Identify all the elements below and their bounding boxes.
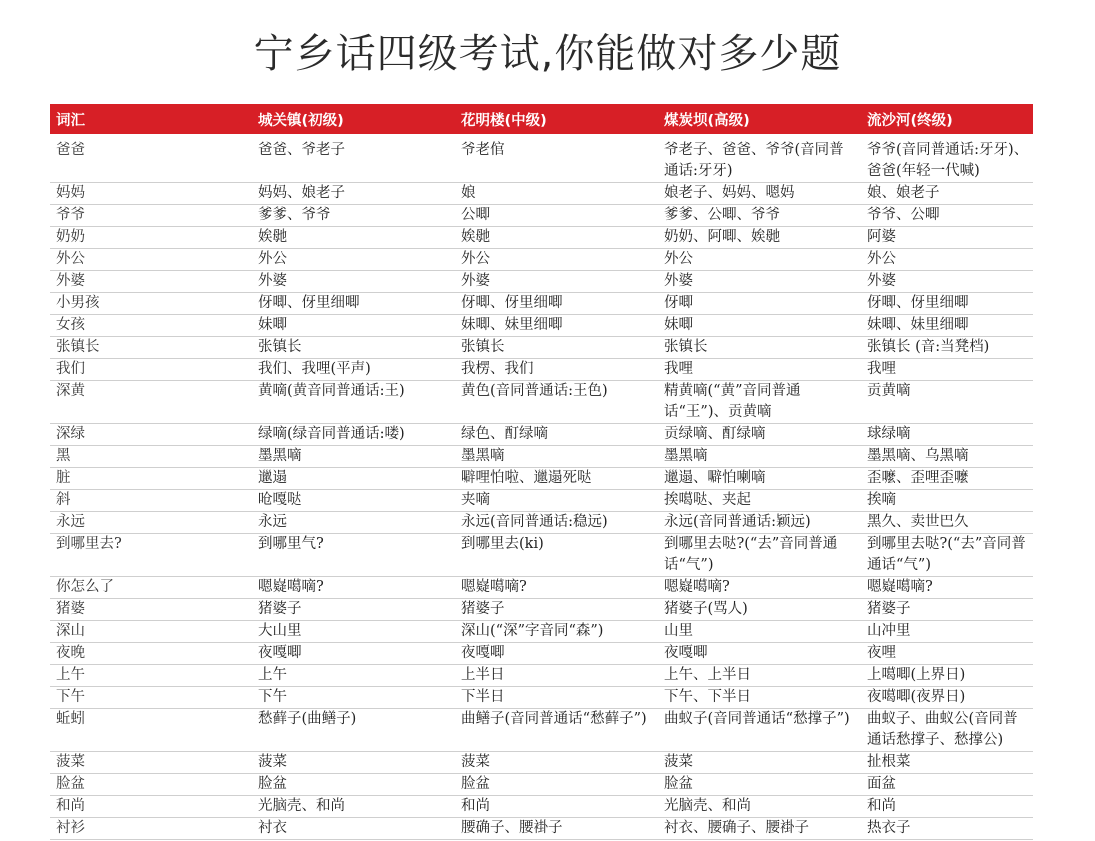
- cell-vocabulary: 蚯蚓: [50, 709, 252, 752]
- cell-vocabulary: 夜晚: [50, 643, 252, 665]
- cell-huaminglou: 上半日: [455, 665, 658, 687]
- cell-huaminglou: 我楞、我们: [455, 359, 658, 381]
- cell-meitanba: 爹爹、公唧、爷爷: [658, 205, 861, 227]
- cell-chengguanzhen: 妹唧: [252, 315, 455, 337]
- table-row: [50, 381, 1033, 424]
- cell-chengguanzhen: 嗯嶷噶嘀?: [252, 577, 455, 599]
- table-row: [50, 359, 1033, 381]
- table-row: [50, 293, 1033, 315]
- cell-meitanba: 贡绿嘀、酊绿嘀: [658, 424, 861, 446]
- table-row: [50, 315, 1033, 337]
- cell-vocabulary: 菠菜: [50, 752, 252, 774]
- cell-liushahe: 我哩: [861, 359, 1033, 381]
- cell-huaminglou: 深山(“深”字音同“森”): [455, 621, 658, 643]
- cell-liushahe: 和尚: [861, 796, 1033, 818]
- cell-chengguanzhen: 夜嘎唧: [252, 643, 455, 665]
- cell-huaminglou: 黄色(音同普通话:王色): [455, 381, 658, 424]
- cell-vocabulary: 爸爸: [50, 134, 252, 183]
- cell-liushahe: 上噶唧(上界日): [861, 665, 1033, 687]
- table-row: [50, 621, 1033, 643]
- cell-chengguanzhen: 邋遢: [252, 468, 455, 490]
- cell-meitanba: 我哩: [658, 359, 861, 381]
- cell-chengguanzhen: 猪婆子: [252, 599, 455, 621]
- cell-vocabulary: 外公: [50, 249, 252, 271]
- cell-liushahe: 嗯嶷噶嘀?: [861, 577, 1033, 599]
- cell-huaminglou: 菠菜: [455, 752, 658, 774]
- cell-meitanba: 奶奶、阿唧、娭毑: [658, 227, 861, 249]
- table-row: [50, 818, 1033, 840]
- cell-liushahe: 球绿嘀: [861, 424, 1033, 446]
- cell-liushahe: 贡黄嘀: [861, 381, 1033, 424]
- cell-meitanba: 下午、下半日: [658, 687, 861, 709]
- table-row: [50, 665, 1033, 687]
- cell-meitanba: 外婆: [658, 271, 861, 293]
- table-row: [50, 490, 1033, 512]
- cell-chengguanzhen: 娭毑: [252, 227, 455, 249]
- cell-liushahe: 伢唧、伢里细唧: [861, 293, 1033, 315]
- cell-liushahe: 张镇长 (音:当凳档): [861, 337, 1033, 359]
- cell-liushahe: 妹唧、妹里细唧: [861, 315, 1033, 337]
- cell-meitanba: 脸盆: [658, 774, 861, 796]
- page-title: 宁乡话四级考试,你能做对多少题: [253, 31, 842, 77]
- cell-chengguanzhen: 爸爸、爷老子: [252, 134, 455, 183]
- cell-vocabulary: 深黄: [50, 381, 252, 424]
- table-row: [50, 643, 1033, 665]
- cell-chengguanzhen: 到哪里气?: [252, 534, 455, 577]
- table-row: [50, 468, 1033, 490]
- cell-meitanba: 张镇长: [658, 337, 861, 359]
- cell-vocabulary: 上午: [50, 665, 252, 687]
- table-row: [50, 577, 1033, 599]
- cell-vocabulary: 妈妈: [50, 183, 252, 205]
- cell-vocabulary: 到哪里去?: [50, 534, 252, 577]
- cell-meitanba: 爷老子、爸爸、爷爷(音同普通话:牙牙): [658, 134, 861, 183]
- cell-liushahe: 墨黑嘀、乌黑嘀: [861, 446, 1033, 468]
- cell-liushahe: 阿婆: [861, 227, 1033, 249]
- table-row: [50, 337, 1033, 359]
- cell-chengguanzhen: 黄嘀(黄音同普通话:王): [252, 381, 455, 424]
- cell-liushahe: 爷爷、公唧: [861, 205, 1033, 227]
- cell-vocabulary: 女孩: [50, 315, 252, 337]
- cell-meitanba: 光脑壳、和尚: [658, 796, 861, 818]
- cell-vocabulary: 奶奶: [50, 227, 252, 249]
- cell-chengguanzhen: 外婆: [252, 271, 455, 293]
- cell-huaminglou: 嗯嶷噶嘀?: [455, 577, 658, 599]
- cell-vocabulary: 和尚: [50, 796, 252, 818]
- cell-vocabulary: 黑: [50, 446, 252, 468]
- table-row: [50, 271, 1033, 293]
- cell-huaminglou: 张镇长: [455, 337, 658, 359]
- cell-meitanba: 上午、上半日: [658, 665, 861, 687]
- cell-meitanba: 永远(音同普通话:颖远): [658, 512, 861, 534]
- cell-meitanba: 山里: [658, 621, 861, 643]
- table-row: [50, 446, 1033, 468]
- cell-huaminglou: 绿色、酊绿嘀: [455, 424, 658, 446]
- table-row: [50, 249, 1033, 271]
- table-body: [50, 134, 1033, 840]
- cell-meitanba: 曲蚁子(音同普通话“愁撑子”): [658, 709, 861, 752]
- table-row: [50, 134, 1033, 183]
- cell-liushahe: 热衣子: [861, 818, 1033, 840]
- cell-huaminglou: 脸盆: [455, 774, 658, 796]
- cell-meitanba: 猪婆子(骂人): [658, 599, 861, 621]
- cell-meitanba: 邋遢、噼怕喇嘀: [658, 468, 861, 490]
- cell-vocabulary: 永远: [50, 512, 252, 534]
- cell-vocabulary: 脸盆: [50, 774, 252, 796]
- cell-vocabulary: 脏: [50, 468, 252, 490]
- cell-huaminglou: 夹嘀: [455, 490, 658, 512]
- cell-huaminglou: 噼哩怕啦、邋遢死哒: [455, 468, 658, 490]
- cell-chengguanzhen: 外公: [252, 249, 455, 271]
- cell-huaminglou: 永远(音同普通话:稳远): [455, 512, 658, 534]
- table-row: [50, 512, 1033, 534]
- cell-huaminglou: 外公: [455, 249, 658, 271]
- cell-liushahe: 黑久、卖世巴久: [861, 512, 1033, 534]
- cell-meitanba: 衬衣、腰确子、腰褂子: [658, 818, 861, 840]
- cell-vocabulary: 衬衫: [50, 818, 252, 840]
- cell-huaminglou: 下半日: [455, 687, 658, 709]
- cell-huaminglou: 到哪里去(ki): [455, 534, 658, 577]
- table-row: [50, 599, 1033, 621]
- cell-chengguanzhen: 菠菜: [252, 752, 455, 774]
- table-header: [50, 104, 1033, 134]
- cell-chengguanzhen: 衬衣: [252, 818, 455, 840]
- cell-huaminglou: 妹唧、妹里细唧: [455, 315, 658, 337]
- cell-liushahe: 面盆: [861, 774, 1033, 796]
- cell-chengguanzhen: 上午: [252, 665, 455, 687]
- cell-chengguanzhen: 下午: [252, 687, 455, 709]
- table-row: [50, 534, 1033, 577]
- cell-vocabulary: 我们: [50, 359, 252, 381]
- cell-huaminglou: 外婆: [455, 271, 658, 293]
- cell-huaminglou: 墨黑嘀: [455, 446, 658, 468]
- header-cell-meitanba: 煤炭坝(高级): [658, 104, 861, 134]
- cell-huaminglou: 伢唧、伢里细唧: [455, 293, 658, 315]
- cell-meitanba: 精黄嘀(“黄”音同普通话“王”)、贡黄嘀: [658, 381, 861, 424]
- cell-meitanba: 夜嘎唧: [658, 643, 861, 665]
- cell-liushahe: 夜哩: [861, 643, 1033, 665]
- cell-liushahe: 猪婆子: [861, 599, 1033, 621]
- cell-huaminglou: 娘: [455, 183, 658, 205]
- table-row: [50, 227, 1033, 249]
- cell-vocabulary: 小男孩: [50, 293, 252, 315]
- cell-liushahe: 山冲里: [861, 621, 1033, 643]
- table-row: [50, 796, 1033, 818]
- table-row: [50, 205, 1033, 227]
- cell-vocabulary: 张镇长: [50, 337, 252, 359]
- cell-meitanba: 菠菜: [658, 752, 861, 774]
- cell-meitanba: 外公: [658, 249, 861, 271]
- table-row: [50, 709, 1033, 752]
- cell-meitanba: 娘老子、妈妈、嗯妈: [658, 183, 861, 205]
- cell-chengguanzhen: 永远: [252, 512, 455, 534]
- cell-meitanba: 挨噶哒、夹起: [658, 490, 861, 512]
- cell-vocabulary: 外婆: [50, 271, 252, 293]
- cell-huaminglou: 猪婆子: [455, 599, 658, 621]
- table-row: [50, 687, 1033, 709]
- cell-vocabulary: 下午: [50, 687, 252, 709]
- cell-liushahe: 爷爷(音同普通话:牙牙)、爸爸(年轻一代喊): [861, 134, 1033, 183]
- cell-liushahe: 曲蚁子、曲蚁公(音同普通话愁撑子、愁撑公): [861, 709, 1033, 752]
- cell-huaminglou: 和尚: [455, 796, 658, 818]
- cell-huaminglou: 娭毑: [455, 227, 658, 249]
- cell-chengguanzhen: 爹爹、爷爷: [252, 205, 455, 227]
- cell-vocabulary: 猪婆: [50, 599, 252, 621]
- cell-chengguanzhen: 脸盆: [252, 774, 455, 796]
- cell-chengguanzhen: 光脑壳、和尚: [252, 796, 455, 818]
- cell-huaminglou: 夜嘎唧: [455, 643, 658, 665]
- cell-liushahe: 外婆: [861, 271, 1033, 293]
- cell-vocabulary: 深山: [50, 621, 252, 643]
- cell-liushahe: 娘、娘老子: [861, 183, 1033, 205]
- header-row: [50, 104, 1033, 134]
- cell-chengguanzhen: 大山里: [252, 621, 455, 643]
- cell-huaminglou: 爷老倌: [455, 134, 658, 183]
- cell-chengguanzhen: 呛嘎哒: [252, 490, 455, 512]
- table-row: [50, 424, 1033, 446]
- header-cell-vocabulary: 词汇: [50, 104, 252, 134]
- cell-chengguanzhen: 墨黑嘀: [252, 446, 455, 468]
- table-row: [50, 183, 1033, 205]
- cell-chengguanzhen: 绿嘀(绿音同普通话:喽): [252, 424, 455, 446]
- cell-chengguanzhen: 张镇长: [252, 337, 455, 359]
- cell-meitanba: 嗯嶷噶嘀?: [658, 577, 861, 599]
- cell-meitanba: 妹唧: [658, 315, 861, 337]
- cell-chengguanzhen: 我们、我哩(平声): [252, 359, 455, 381]
- cell-chengguanzhen: 愁藓子(曲鳝子): [252, 709, 455, 752]
- table-row: [50, 774, 1033, 796]
- header-cell-chengguanzhen: 城关镇(初级): [252, 104, 455, 134]
- cell-liushahe: 外公: [861, 249, 1033, 271]
- header-cell-huaminglou: 花明楼(中级): [455, 104, 658, 134]
- cell-liushahe: 到哪里去哒?(“去”音同普通话“气”): [861, 534, 1033, 577]
- cell-chengguanzhen: 妈妈、娘老子: [252, 183, 455, 205]
- cell-liushahe: 歪嚒、歪哩歪嚒: [861, 468, 1033, 490]
- cell-liushahe: 夜噶唧(夜界日): [861, 687, 1033, 709]
- cell-vocabulary: 斜: [50, 490, 252, 512]
- cell-liushahe: 扯根菜: [861, 752, 1033, 774]
- cell-vocabulary: 你怎么了: [50, 577, 252, 599]
- dialect-table: [50, 104, 1033, 840]
- cell-huaminglou: 腰确子、腰褂子: [455, 818, 658, 840]
- cell-huaminglou: 曲鳝子(音同普通话“愁藓子”): [455, 709, 658, 752]
- cell-meitanba: 伢唧: [658, 293, 861, 315]
- cell-vocabulary: 爷爷: [50, 205, 252, 227]
- cell-huaminglou: 公唧: [455, 205, 658, 227]
- table-row: [50, 752, 1033, 774]
- cell-meitanba: 墨黑嘀: [658, 446, 861, 468]
- cell-liushahe: 挨嘀: [861, 490, 1033, 512]
- cell-meitanba: 到哪里去哒?(“去”音同普通话“气”): [658, 534, 861, 577]
- cell-vocabulary: 深绿: [50, 424, 252, 446]
- cell-chengguanzhen: 伢唧、伢里细唧: [252, 293, 455, 315]
- header-cell-liushahe: 流沙河(终级): [861, 104, 1033, 134]
